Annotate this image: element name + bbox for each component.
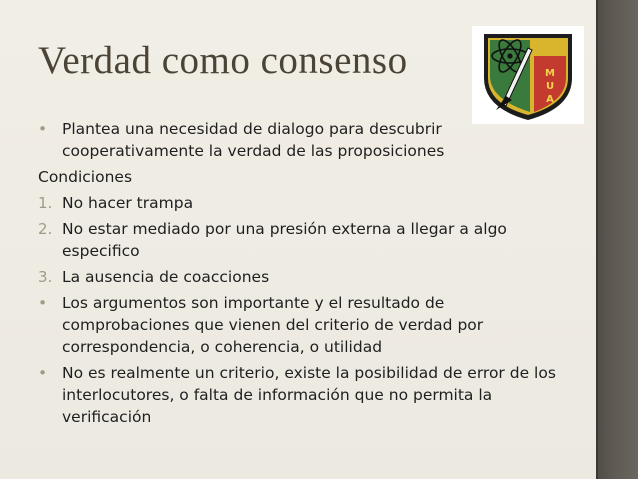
list-item xyxy=(38,166,558,188)
number-marker: 1. xyxy=(38,194,53,212)
number-marker: 3. xyxy=(38,268,53,286)
list-item xyxy=(38,192,558,214)
logo-letter-u: U xyxy=(545,81,555,92)
list-item-text: No hacer trampa xyxy=(62,194,194,212)
list-item-text: No estar mediado por una presión externa a llegar a algo especifico xyxy=(62,220,507,260)
bullet-marker: • xyxy=(38,120,48,138)
logo-letter-a: A xyxy=(546,94,554,105)
list-item-text: Condiciones xyxy=(38,168,133,186)
logo xyxy=(472,26,584,124)
list-item-text: No es realmente un criterio, existe la posibilidad de error de los interlocutores, o falta de información que no permita la verificación xyxy=(62,364,556,426)
logo-letter-m: M xyxy=(545,68,555,79)
list-item xyxy=(38,362,558,428)
list-item xyxy=(38,118,558,162)
bullet-marker: • xyxy=(38,364,48,382)
shield-logo-icon xyxy=(472,26,584,124)
list-item-text: La ausencia de coacciones xyxy=(62,268,270,286)
list-item-text: Los argumentos son importante y el resultado de comprobaciones que vienen del criterio de verdad por correspondencia, o coherencia, o utilidad xyxy=(62,294,484,356)
list-item xyxy=(38,218,558,262)
list-item xyxy=(38,266,558,288)
list-item-text: Plantea una necesidad de dialogo para descubrir cooperativamente la verdad de las proposiciones xyxy=(62,120,445,160)
slide-title: Verdad como consenso xyxy=(38,39,408,82)
sidebar-decoration xyxy=(596,0,638,479)
number-marker: 2. xyxy=(38,220,53,238)
list-item xyxy=(38,292,558,358)
slide-content xyxy=(38,118,558,432)
bullet-marker: • xyxy=(38,294,48,312)
